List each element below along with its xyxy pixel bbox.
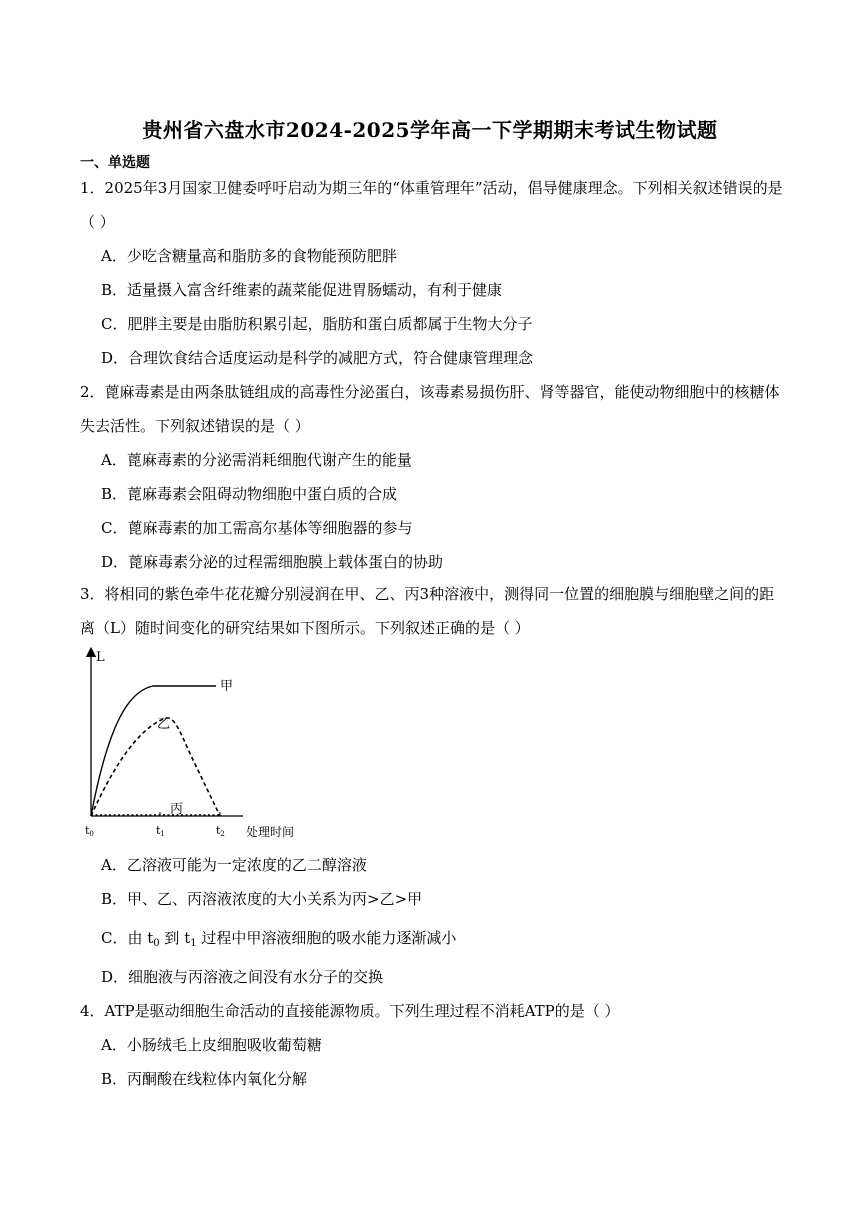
q1-stem-line2: （ ） bbox=[80, 213, 115, 231]
x-axis-label: 处理时间 bbox=[246, 825, 295, 839]
q1-option-b: B．适量摄入富含纤维素的蔬菜能促进胃肠蠕动，有利于健康 bbox=[101, 281, 503, 299]
q3-figure bbox=[78, 646, 318, 846]
q1-option-a: A．少吃含糖量高和脂肪多的食物能预防肥胖 bbox=[101, 247, 397, 265]
q2-stem-line2: 失去活性。下列叙述错误的是（ ） bbox=[80, 417, 310, 435]
y-axis-label: L bbox=[96, 650, 105, 665]
q1-option-c: C．肥胖主要是由脂肪积累引起，脂肪和蛋白质都属于生物大分子 bbox=[101, 315, 533, 333]
curve-bing-label: 丙 bbox=[170, 802, 184, 817]
q4-option-b: B．丙酮酸在线粒体内氧化分解 bbox=[101, 1070, 308, 1088]
q1-stem-line1: 1．2025年3月国家卫健委呼吁启动为期三年的“体重管理年”活动，倡导健康理念。下列相关叙述错误的是 bbox=[80, 179, 783, 197]
q1-option-d: D．合理饮食结合适度运动是科学的减肥方式，符合健康管理理念 bbox=[101, 349, 534, 367]
curve-jia bbox=[91, 686, 216, 816]
q3-stem-line1: 3．将相同的紫色牵牛花花瓣分别浸润在甲、乙、丙3种溶液中，测得同一位置的细胞膜与细胞壁之间的距 bbox=[80, 585, 775, 603]
curve-yi-label: 乙 bbox=[157, 717, 171, 732]
q2-option-c: C．蓖麻毒素的加工需高尔基体等细胞器的参与 bbox=[101, 519, 413, 537]
q4-option-a: A．小肠绒毛上皮细胞吸收葡萄糖 bbox=[101, 1036, 322, 1054]
exam-title: 贵州省六盘水市2024-2025学年高一下学期期末考试生物试题 bbox=[142, 118, 718, 142]
q2-stem-line1: 2．蓖麻毒素是由两条肽链组成的高毒性分泌蛋白，该毒素易损伤肝、肾等器官，能使动物细胞中的核糖体 bbox=[80, 383, 780, 401]
q3-option-d: D．细胞液与丙溶液之间没有水分子的交换 bbox=[101, 968, 384, 986]
q3-option-c: C．由 $t_0$ 到 $t_1$ 过程中甲溶液细胞的吸水能力逐渐减小 bbox=[101, 929, 457, 949]
q2-option-b: B．蓖麻毒素会阻碍动物细胞中蛋白质的合成 bbox=[101, 485, 398, 503]
q2-option-a: A．蓖麻毒素的分泌需消耗细胞代谢产生的能量 bbox=[101, 451, 412, 469]
q3-option-a: A．乙溶液可能为一定浓度的乙二醇溶液 bbox=[101, 856, 367, 874]
tick-label-t0: t0 bbox=[85, 824, 94, 838]
tick-label-t1: t1 bbox=[156, 824, 165, 838]
q3-option-b: B．甲、乙、丙溶液浓度的大小关系为丙>乙>甲 bbox=[101, 890, 423, 908]
q4-stem: 4．ATP是驱动细胞生命活动的直接能源物质。下列生理过程不消耗ATP的是（ ） bbox=[80, 1002, 620, 1020]
curve-yi bbox=[91, 718, 220, 816]
q2-option-d: D．蓖麻毒素分泌的过程需细胞膜上载体蛋白的协助 bbox=[101, 553, 444, 571]
q3-stem-line2: 离（L）随时间变化的研究结果如下图所示。下列叙述正确的是（ ） bbox=[80, 619, 530, 637]
section-heading: 一、单选题 bbox=[80, 155, 150, 171]
tick-label-t2: t2 bbox=[216, 824, 225, 838]
curve-jia-label: 甲 bbox=[220, 679, 234, 694]
